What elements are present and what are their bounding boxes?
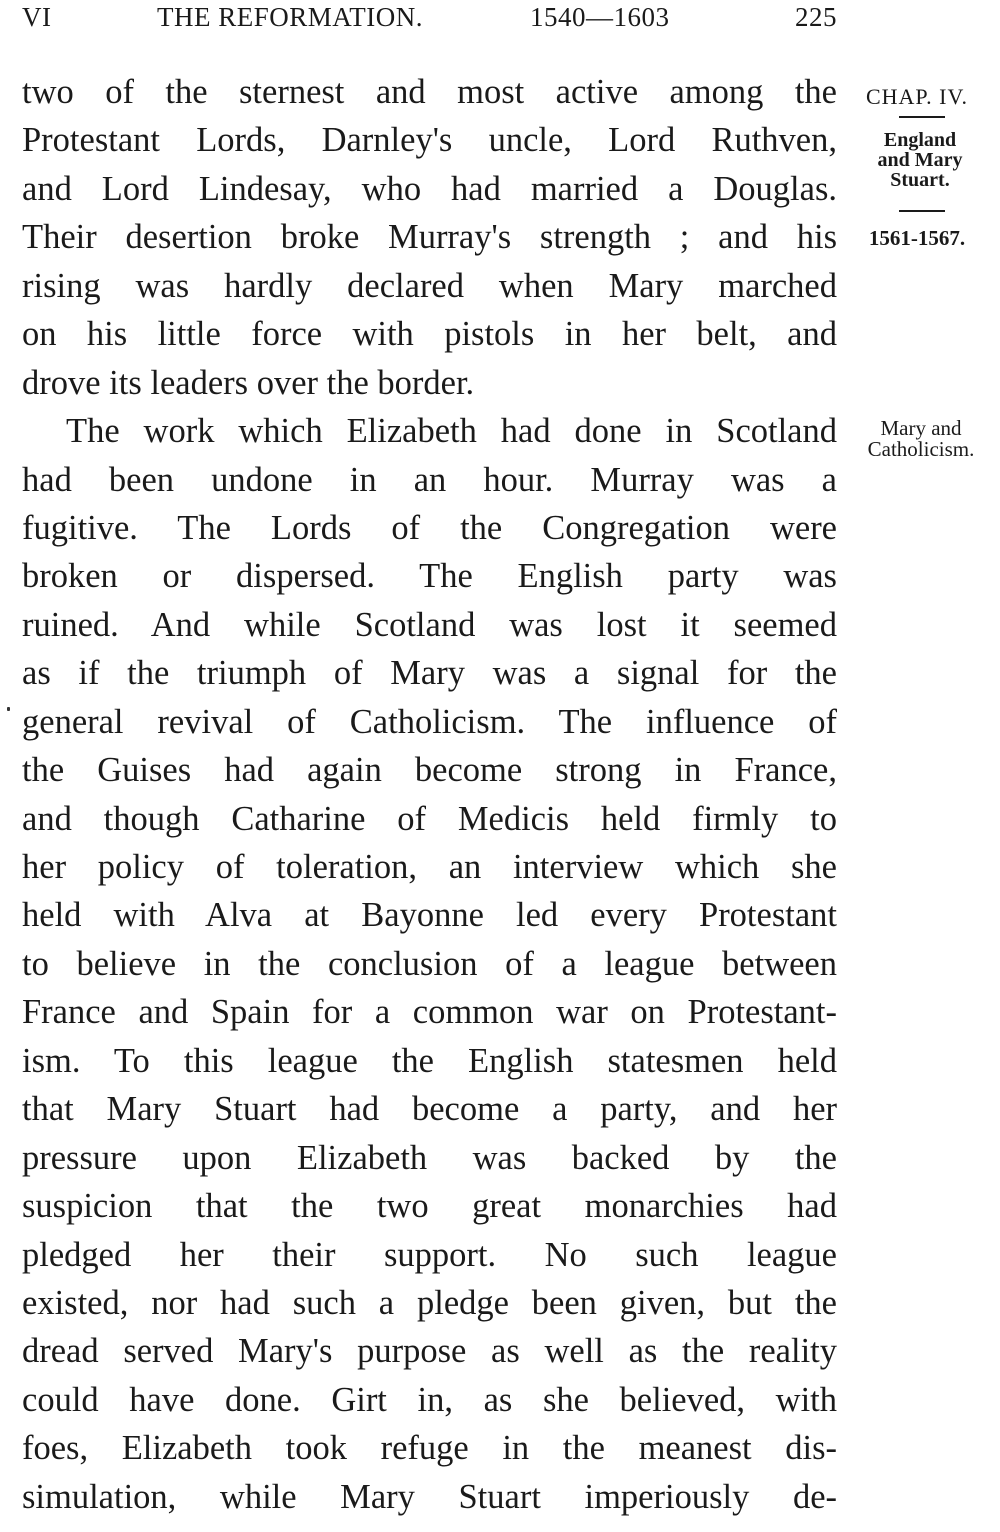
margin-rule (899, 210, 945, 212)
text-line: could have done. Girt in, as she believed, with (22, 1380, 837, 1419)
text-line: France and Spain for a common war on Protestant- (22, 993, 837, 1032)
margin-note-line: and Mary (877, 149, 963, 171)
print-speck (7, 707, 10, 711)
text-line: on his little force with pistols in her belt, and (22, 315, 837, 354)
text-line: and though Catharine of Medicis held firmly to (22, 799, 837, 838)
text-line: her policy of toleration, an interview which she (22, 848, 837, 886)
text-line: drove its leaders over the border. (22, 363, 475, 402)
header-title: THE REFORMATION. (157, 2, 424, 32)
header-years: 1540—1603 (530, 2, 670, 32)
text-line: two of the sternest and most active among the (22, 73, 837, 111)
margin-note-line: England (883, 129, 957, 151)
text-line: ruined. And while Scotland was lost it seemed (22, 605, 837, 644)
text-line: The work which Elizabeth had done in Scotland (66, 412, 837, 451)
body-text (22, 68, 837, 1521)
text-line: pressure upon Elizabeth was backed by the (22, 1138, 837, 1177)
margin-note-catholicism (846, 418, 996, 460)
text-line: broken or dispersed. The English party was (22, 557, 837, 596)
text-line: had been undone in an hour. Murray was a (22, 460, 837, 499)
running-header (22, 2, 837, 36)
text-line: suspicion that the two great monarchies had (22, 1187, 837, 1226)
text-line: general revival of Catholicism. The influence of (22, 702, 837, 741)
text-line: as if the triumph of Mary was a signal for the (22, 654, 837, 693)
margin-years: 1561-1567. (868, 226, 966, 250)
margin-note-line: Catholicism. (867, 437, 975, 461)
text-line: that Mary Stuart had become a party, and her (22, 1090, 837, 1129)
text-line: fugitive. The Lords of the Congregation were (22, 508, 837, 547)
margin-note-england (856, 130, 984, 190)
text-line: Their desertion broke Murray's strength ; and his (22, 218, 837, 257)
page-number: 225 (795, 2, 837, 32)
text-line: the Guises had again become strong in France, (22, 751, 837, 790)
text-line: dread served Mary's purpose as well as the reality (22, 1332, 837, 1371)
text-line: ism. To this league the English statesmen held (22, 1041, 837, 1080)
text-line: pledged her their support. No such league (22, 1235, 837, 1274)
text-line: foes, Elizabeth took refuge in the meanest dis- (22, 1429, 837, 1468)
margin-note-line: Mary and (880, 416, 962, 440)
margin-chapter-label: CHAP. IV. (865, 84, 969, 109)
text-line: to believe in the conclusion of a league between (22, 944, 837, 983)
text-line: held with Alva at Bayonne led every Protestant (22, 896, 837, 935)
text-line: simulation, while Mary Stuart imperiously de- (22, 1477, 837, 1516)
margin-note-line: Stuart. (890, 169, 950, 191)
text-line: Protestant Lords, Darnley's uncle, Lord Ruthven, (22, 121, 837, 160)
header-section-number: VI (22, 2, 52, 32)
margin-rule (899, 116, 945, 118)
text-line: existed, nor had such a pledge been given, but the (22, 1283, 837, 1322)
text-line: and Lord Lindesay, who had married a Douglas. (22, 169, 837, 208)
text-line: rising was hardly declared when Mary marched (22, 266, 837, 305)
